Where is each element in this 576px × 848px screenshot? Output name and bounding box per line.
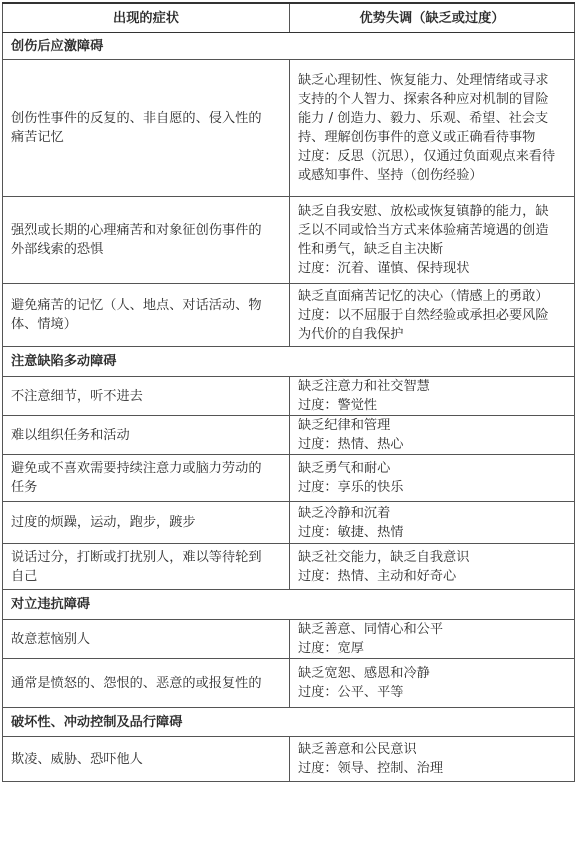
imbalance-text: 缺乏自我安慰、放松或恢复镇静的能力，缺 xyxy=(298,204,549,219)
symptom-cell xyxy=(3,416,290,455)
imbalance-cell xyxy=(290,620,575,659)
imbalance-text: 过度：领导、控制、治理 xyxy=(298,761,444,776)
symptom-text: 任务 xyxy=(11,480,38,495)
table-row xyxy=(3,502,575,544)
imbalance-text: 乏以不同或恰当方式来体验痛苦境遇的创造 xyxy=(298,223,549,238)
section-row xyxy=(3,708,575,737)
table-row xyxy=(3,284,575,347)
imbalance-text: 过度：以不屈服于自然经验或承担必要风险 xyxy=(298,307,549,323)
imbalance-text: 缺乏直面痛苦记忆的决心（情感上的勇敢） xyxy=(298,288,549,304)
table-row xyxy=(3,416,575,455)
symptom-strength-table xyxy=(2,2,575,782)
section-title: 创伤后应激障碍 xyxy=(3,33,575,60)
imbalance-text: 或感知事件、坚持（创伤经验） xyxy=(298,168,483,183)
symptom-text: 过度的烦躁，运动，跑步，踱步 xyxy=(11,515,196,530)
symptom-text: 避免或不喜欢需要持续注意力或脑力劳动的 xyxy=(11,461,262,476)
imbalance-text: 过度：敏捷、热情 xyxy=(298,524,404,540)
table-row xyxy=(3,544,575,590)
symptom-cell xyxy=(3,284,290,347)
section-row xyxy=(3,33,575,60)
symptom-text: 自己 xyxy=(11,568,38,584)
symptom-cell xyxy=(3,620,290,659)
symptom-text: 不注意细节，听不进去 xyxy=(11,388,143,404)
section-title: 破坏性、冲动控制及品行障碍 xyxy=(3,708,575,737)
table-row xyxy=(3,455,575,502)
imbalance-text: 缺乏心理韧性、恢复能力、处理情绪或寻求 xyxy=(298,73,549,88)
imbalance-cell xyxy=(290,60,575,197)
symptom-text: 故意惹恼别人 xyxy=(11,631,91,647)
symptom-text: 通常是愤怒的、怨恨的、恶意的或报复性的 xyxy=(11,675,262,691)
imbalance-text: 能力 / 创造力、毅力、乐观、希望、社会支 xyxy=(298,111,549,126)
imbalance-cell xyxy=(290,284,575,347)
imbalance-text: 过度：公平、平等 xyxy=(298,685,404,700)
imbalance-text: 为代价的自我保护 xyxy=(298,326,404,342)
imbalance-text: 过度：反思（沉思），仅通过负面观点来看待 xyxy=(298,149,556,164)
symptom-cell xyxy=(3,502,290,544)
imbalance-text: 缺乏勇气和耐心 xyxy=(298,461,391,476)
imbalance-cell xyxy=(290,544,575,590)
symptom-cell xyxy=(3,544,290,590)
imbalance-cell xyxy=(290,659,575,708)
imbalance-text: 缺乏纪律和管理 xyxy=(298,418,391,433)
imbalance-cell xyxy=(290,737,575,782)
imbalance-text: 过度：热情、热心 xyxy=(298,437,404,452)
section-title: 注意缺陷多动障碍 xyxy=(3,347,575,377)
header-symptoms: 出现的症状 xyxy=(3,3,290,33)
table-row xyxy=(3,60,575,197)
header-strength-imbalance: 优势失调（缺乏或过度） xyxy=(290,3,575,33)
symptom-text: 说话过分，打断或打扰别人，难以等待轮到 xyxy=(11,549,262,565)
imbalance-text: 性和勇气，缺乏自主决断 xyxy=(298,242,444,257)
symptom-cell xyxy=(3,60,290,197)
imbalance-cell xyxy=(290,502,575,544)
imbalance-text: 缺乏善意和公民意识 xyxy=(298,742,417,757)
symptom-cell xyxy=(3,737,290,782)
symptom-text: 外部线索的恐惧 xyxy=(11,242,104,257)
table-row xyxy=(3,197,575,284)
imbalance-text: 缺乏善意、同情心和公平 xyxy=(298,622,444,637)
imbalance-cell xyxy=(290,377,575,416)
imbalance-text: 过度：享乐的快乐 xyxy=(298,480,404,495)
imbalance-text: 缺乏社交能力，缺乏自我意识 xyxy=(298,549,470,565)
symptom-cell xyxy=(3,455,290,502)
section-row xyxy=(3,347,575,377)
imbalance-text: 过度：警觉性 xyxy=(298,398,378,413)
symptom-text: 难以组织任务和活动 xyxy=(11,427,130,443)
table-row xyxy=(3,377,575,416)
table-row xyxy=(3,620,575,659)
table-body xyxy=(3,33,575,782)
imbalance-text: 过度：沉着、谨慎、保持现状 xyxy=(298,261,470,276)
imbalance-cell xyxy=(290,416,575,455)
symptom-text: 避免痛苦的记忆（人、地点、对话活动、物 xyxy=(11,298,262,313)
section-title: 对立违抗障碍 xyxy=(3,590,575,620)
imbalance-text: 持、理解创伤事件的意义或正确看待事物 xyxy=(298,130,536,145)
imbalance-text: 缺乏宽恕、感恩和冷静 xyxy=(298,666,430,681)
imbalance-text: 缺乏冷静和沉着 xyxy=(298,505,391,521)
symptom-text: 体、情境） xyxy=(11,317,77,332)
imbalance-text: 过度：热情、主动和好奇心 xyxy=(298,568,457,584)
table-row xyxy=(3,737,575,782)
imbalance-text: 过度：宽厚 xyxy=(298,641,364,656)
symptom-text: 欺凌、威胁、恐吓他人 xyxy=(11,751,143,767)
symptom-cell xyxy=(3,659,290,708)
section-row xyxy=(3,590,575,620)
symptom-cell xyxy=(3,377,290,416)
imbalance-cell xyxy=(290,455,575,502)
table-row xyxy=(3,659,575,708)
imbalance-text: 支持的个人智力、探索各种应对机制的冒险 xyxy=(298,92,549,107)
symptom-text: 强烈或长期的心理痛苦和对象征创伤事件的 xyxy=(11,223,262,238)
symptom-text: 创伤性事件的反复的、非自愿的、侵入性的 xyxy=(11,111,262,126)
imbalance-cell xyxy=(290,197,575,284)
symptom-text: 痛苦记忆 xyxy=(11,130,64,145)
table-header-row xyxy=(3,3,575,33)
imbalance-text: 缺乏注意力和社交智慧 xyxy=(298,379,430,394)
symptom-cell xyxy=(3,197,290,284)
